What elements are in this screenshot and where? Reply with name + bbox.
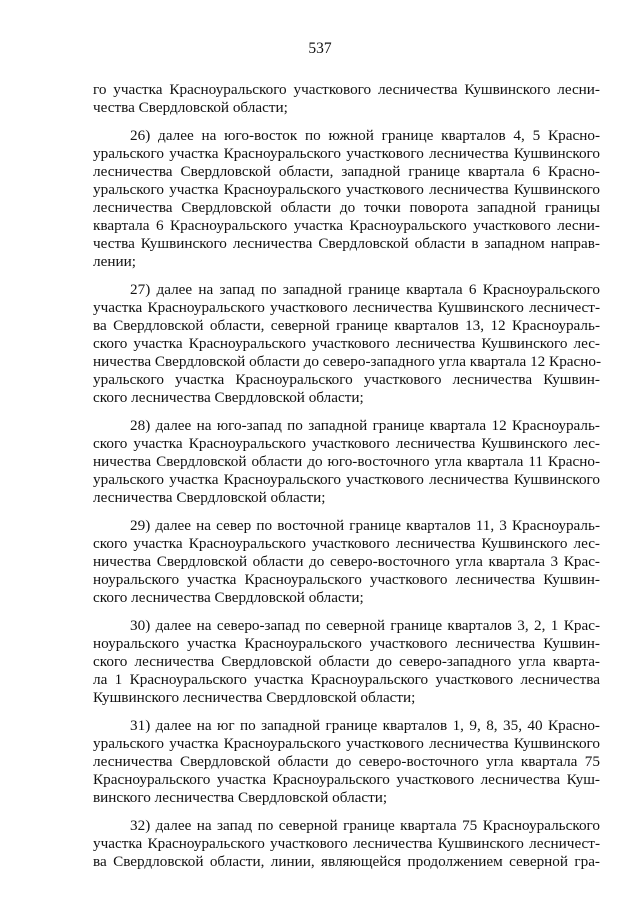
text-line: ского лесничества Свердловской области до северо-западного угла кварта- [93, 653, 600, 670]
text-line: ничества Свердловской области до юго-восточного угла квартала 11 Красно- [93, 453, 600, 470]
text-line: участка Красноуральского участкового лесничества Кушвинского лесничест- [93, 835, 600, 852]
text-line: лесничества Свердловской области до точки поворота западной границы [93, 199, 600, 216]
text-line: го участка Красноуральского участкового лесничества Кушвинского лесни- [93, 81, 600, 98]
text-line: ла 1 Красноуральского участка Красноуральского участкового лесничества [93, 671, 600, 688]
text-line: ноуральского участка Красноуральского участкового лесничества Кушвин- [93, 635, 600, 652]
text-line: уральского участка Красноуральского участкового лесничества Кушвинского [93, 181, 600, 198]
text-line: 26) далее на юго-восток по южной границе кварталов 4, 5 Красно- [130, 127, 600, 144]
text-line: 31) далее на юг по западной границе кварталов 1, 9, 8, 35, 40 Красно- [130, 717, 600, 734]
text-line: чества Кушвинского лесничества Свердловской области в западном направ- [93, 235, 600, 252]
paragraph-gap [93, 117, 600, 127]
text-line: 29) далее на север по восточной границе кварталов 11, 3 Красноураль- [130, 517, 600, 534]
text-line: ва Свердловской области, линии, являющейся продолжением северной гра- [93, 853, 600, 870]
paragraph-gap [93, 807, 600, 817]
text-line: винского лесничества Свердловской области; [93, 789, 388, 806]
text-line: лении; [93, 253, 136, 270]
text-line: уральского участка Красноуральского участкового лесничества Кушвинского [93, 145, 600, 162]
page-number: 537 [308, 40, 332, 57]
text-line: Красноуральского участка Красноуральского участкового лесничества Куш- [93, 771, 600, 788]
text-line: 32) далее на запад по северной границе квартала 75 Красноуральского [130, 817, 600, 834]
text-line: ского участка Красноуральского участкового лесничества Кушвинского лес- [93, 335, 600, 352]
text-line: лесничества Свердловской области, западной границе квартала 6 Красно- [93, 163, 600, 180]
text-line: лесничества Свердловской области; [93, 489, 326, 506]
text-line: ноуральского участка Красноуральского участкового лесничества Кушвин- [93, 571, 600, 588]
text-line: уральского участка Красноуральского участкового лесничества Кушвинского [93, 471, 600, 488]
text-line: ничества Свердловской области до северо-западного угла квартала 12 Красно- [93, 353, 602, 370]
text-line: ского участка Красноуральского участкового лесничества Кушвинского лес- [93, 435, 600, 452]
text-line: ского участка Красноуральского участкового лесничества Кушвинского лес- [93, 535, 600, 552]
text-line: участка Красноуральского участкового лесничества Кушвинского лесничест- [93, 299, 600, 316]
text-line: лесничества Свердловской области до северо-восточного угла квартала 75 [93, 753, 600, 770]
text-line: чества Свердловской области; [93, 99, 288, 116]
document-body-text [93, 81, 600, 871]
text-line: квартала 6 Красноуральского участка Красноуральского участкового лесни- [93, 217, 600, 234]
text-line: 28) далее на юго-запад по западной границе квартала 12 Красноураль- [130, 417, 600, 434]
text-line: ского лесничества Свердловской области; [93, 389, 364, 406]
paragraph-gap [93, 707, 600, 717]
text-line: уральского участка Красноуральского участкового лесничества Кушвинского [93, 735, 600, 752]
text-line: Кушвинского лесничества Свердловской области; [93, 689, 416, 706]
text-line: ничества Свердловской области до северо-восточного угла квартала 3 Крас- [93, 553, 600, 570]
paragraph-gap [93, 407, 600, 417]
paragraph-gap [93, 271, 600, 281]
paragraph-gap [93, 507, 600, 517]
text-line: ского лесничества Свердловской области; [93, 589, 364, 606]
paragraph-gap [93, 607, 600, 617]
text-line: ва Свердловской области, северной границе кварталов 13, 12 Красноураль- [93, 317, 600, 334]
text-line: 27) далее на запад по западной границе квартала 6 Красноуральского [130, 281, 600, 298]
text-line: 30) далее на северо-запад по северной границе кварталов 3, 2, 1 Крас- [130, 617, 600, 634]
text-line: уральского участка Красноуральского участкового лесничества Кушвин- [93, 371, 600, 388]
